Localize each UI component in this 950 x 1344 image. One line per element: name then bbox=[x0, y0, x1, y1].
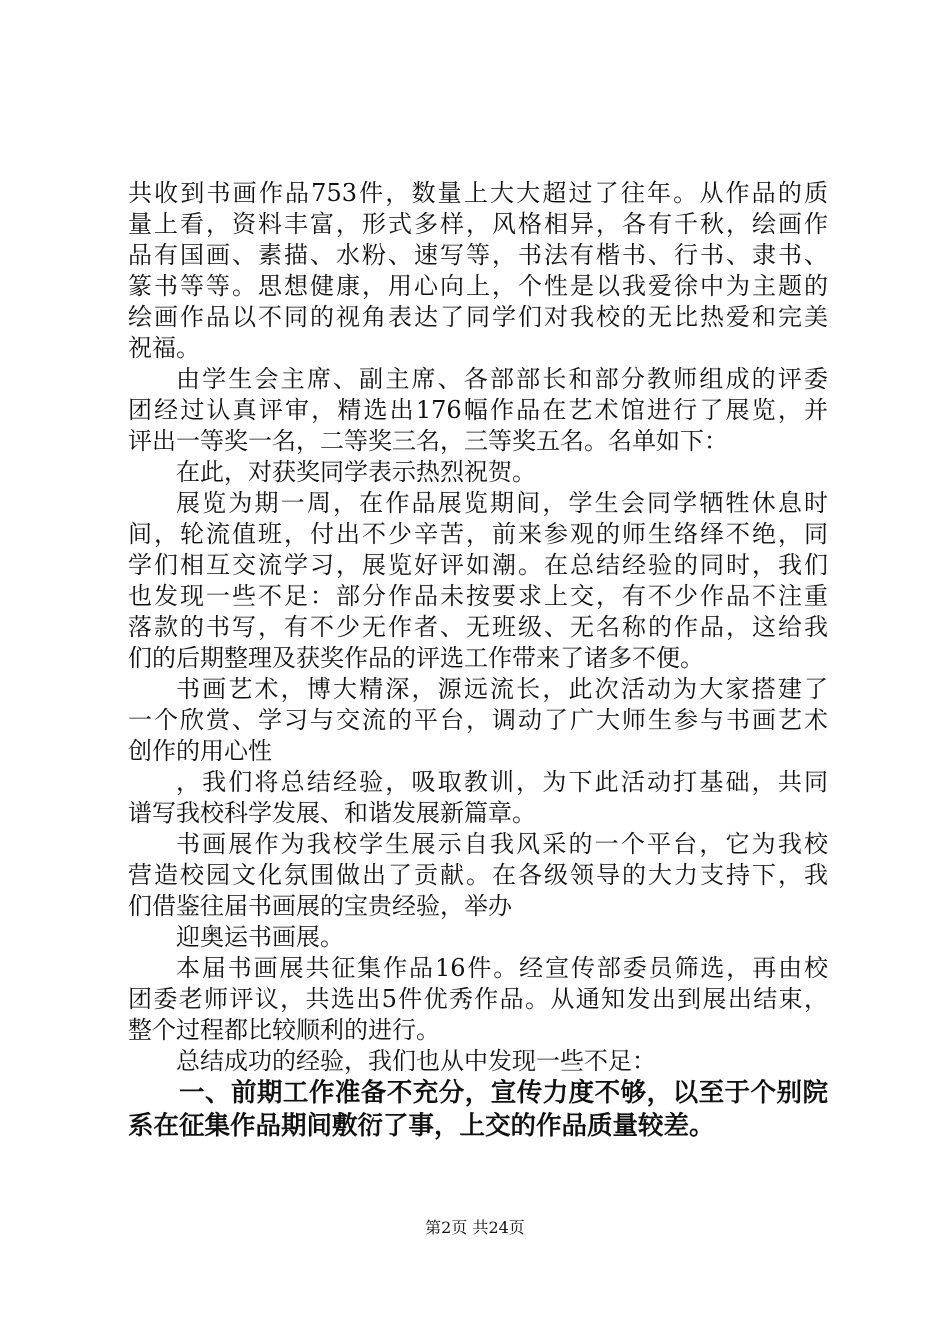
text-line: 们借鉴往届书画展的宝贵经验，举办 bbox=[128, 892, 512, 920]
text-line: 在此，对获奖同学表示热烈祝贺。 bbox=[176, 458, 536, 486]
text-line: ，我们将总结经验，吸取教训，为下此活动打基础，共同 bbox=[176, 768, 828, 796]
text-line: 学们相互交流学习，展览好评如潮。在总结经验的同时，我们 bbox=[128, 551, 828, 579]
text-line: 祝福。 bbox=[128, 334, 200, 362]
text-line: 团经过认真评审，精选出176幅作品在艺术馆进行了展览，并 bbox=[128, 396, 828, 424]
text-line: 书画艺术，博大精深，源远流长，此次活动为大家搭建了 bbox=[176, 675, 828, 703]
page-footer bbox=[0, 1215, 950, 1238]
text-line: 共收到书画作品753件，数量上大大超过了往年。从作品的质 bbox=[128, 179, 828, 207]
text-line: 迎奥运书画展。 bbox=[176, 923, 344, 951]
bold-text-line: 一、前期工作准备不充分，宣传力度不够，以至于个别院 bbox=[179, 1078, 828, 1108]
text-line: 落款的书写，有不少无作者、无班级、无名称的作品，这给我 bbox=[128, 613, 828, 641]
text-line: 团委老师评议，共选出5件优秀作品。从通知发出到展出结束， bbox=[128, 985, 828, 1013]
page-number-label: 第2页 共24页 bbox=[425, 1218, 525, 1237]
document-body bbox=[128, 178, 828, 1143]
text-line: 们的后期整理及获奖作品的评选工作带来了诸多不便。 bbox=[128, 644, 704, 672]
text-line: 整个过程都比较顺利的进行。 bbox=[128, 1016, 440, 1044]
text-line: 由学生会主席、副主席、各部部长和部分教师组成的评委 bbox=[176, 365, 828, 393]
text-line: 绘画作品以不同的视角表达了同学们对我校的无比热爱和完美 bbox=[128, 303, 828, 331]
text-line: 书画展作为我校学生展示自我风采的一个平台，它为我校 bbox=[176, 830, 828, 858]
text-line: 品有国画、素描、水粉、速写等，书法有楷书、行书、隶书、 bbox=[128, 241, 828, 269]
text-line: 量上看，资料丰富，形式多样，风格相异，各有千秋，绘画作 bbox=[128, 210, 828, 238]
bold-text-line: 系在征集作品期间敷衍了事，上交的作品质量较差。 bbox=[128, 1111, 715, 1141]
text-line: 评出一等奖一名，二等奖三名，三等奖五名。名单如下： bbox=[128, 427, 728, 455]
text-line: 展览为期一周，在作品展览期间，学生会同学牺牲休息时 bbox=[176, 489, 828, 517]
text-line: 也发现一些不足：部分作品未按要求上交，有不少作品不注重 bbox=[128, 582, 828, 610]
text-line: 间，轮流值班，付出不少辛苦，前来参观的师生络绎不绝，同 bbox=[128, 520, 828, 548]
text-line: 一个欣赏、学习与交流的平台，调动了广大师生参与书画艺术 bbox=[128, 706, 828, 734]
text-line: 创作的用心性 bbox=[128, 737, 272, 765]
text-line: 谱写我校科学发展、和谐发展新篇章。 bbox=[128, 799, 536, 827]
text-line: 本届书画展共征集作品16件。经宣传部委员筛选，再由校 bbox=[176, 954, 828, 982]
text-line: 篆书等等。思想健康，用心向上，个性是以我爱徐中为主题的 bbox=[128, 272, 828, 300]
text-line: 总结成功的经验，我们也从中发现一些不足： bbox=[176, 1047, 656, 1075]
text-line: 营造校园文化氛围做出了贡献。在各级领导的大力支持下，我 bbox=[128, 861, 828, 889]
